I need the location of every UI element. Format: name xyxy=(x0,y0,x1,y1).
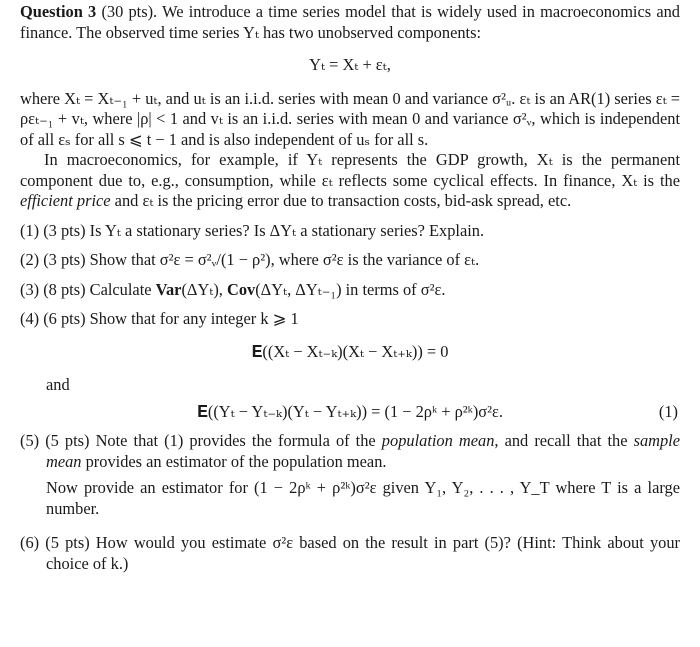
question-part-4: (4) (6 pts) Show that for any integer k ⩾ 1 xyxy=(20,309,299,328)
q3-cov: Cov xyxy=(226,279,256,299)
question-part-3 xyxy=(20,280,680,301)
question-label: Question 3 xyxy=(20,2,97,21)
q5-text-c: provides an estimator of the population mean. xyxy=(81,451,387,471)
interpretation-paragraph xyxy=(20,150,680,212)
question-part-6: (6) (5 pts) How would you estimate σ²ε based on the result in part (5)? (Hint: Think about your choice of k.) xyxy=(20,533,680,573)
efficient-price-term: efficient price xyxy=(20,191,111,210)
population-mean-term: population mean xyxy=(381,431,495,450)
q3-text-c: (ΔYₜ, ΔYₜ₋₁) in terms of σ²ε. xyxy=(255,279,446,299)
q5-estimator-text: Now provide an estimator for (1 − 2ρᵏ + ρ²ᵏ)σ²ε given Y₁, Y₂, . . . , Y_T where T is a large number. xyxy=(46,478,680,518)
expectation-y-equation: 𝐄((Yₜ − Yₜ₋ₖ)(Yₜ − Yₜ₊ₖ)) = (1 − 2ρᵏ + ρ²ᵏ)σ²ε. xyxy=(196,401,504,421)
q5-text-b: , and recall that the xyxy=(494,431,634,450)
question-part-2: (2) (3 pts) Show that σ²ε = σ²ᵥ/(1 − ρ²), where σ²ε is the variance of εₜ. xyxy=(20,250,480,269)
interpretation-text-a: In macroeconomics, for example, if Yₜ represents the GDP growth, Xₜ is the permanent component due to, e.g., consumption, while εₜ reflects some cyclical effects. In finance, Xₜ is the xyxy=(20,150,680,190)
q5-text-a: (5) (5 pts) Note that (1) provides the formula of the xyxy=(20,431,382,450)
question-part-1: (1) (3 pts) Is Yₜ a stationary series? Is ΔYₜ a stationary series? Explain. xyxy=(20,220,485,240)
q3-var: Var xyxy=(155,279,182,299)
equation-number: (1) xyxy=(658,401,678,421)
expectation-x-equation: 𝐄((Xₜ − Xₜ₋ₖ)(Xₜ − Xₜ₊ₖ)) = 0 xyxy=(251,341,449,361)
model-description: where Xₜ = Xₜ₋₁ + uₜ, and uₜ is an i.i.d. series with mean 0 and variance σ²ᵤ. εₜ is an AR(1) series εₜ = ρεₜ₋₁ + vₜ, where |ρ| < 1 and vₜ is an i.i.d. series with mean 0 and variance σ²ᵥ, which is independent of all εₛ for all s ⩽ t − 1 and is also independent of uₛ for all s. xyxy=(20,88,680,149)
interpretation-text-b: and εₜ is the pricing error due to transaction costs, bid-ask spread, etc. xyxy=(110,191,572,210)
expectation-y-equation-row xyxy=(20,402,680,423)
question-intro xyxy=(20,2,680,43)
question-points: (30 pts). xyxy=(101,2,158,21)
question-part-5 xyxy=(20,431,680,519)
q3-text-b: (ΔYₜ), xyxy=(181,279,227,299)
and-label: and xyxy=(46,375,70,394)
observation-equation: Yₜ = Xₜ + εₜ, xyxy=(309,55,391,74)
sample-mean-term: sample mean xyxy=(46,431,680,471)
q3-text-a: (3) (8 pts) Calculate xyxy=(20,279,156,299)
intro-text: We introduce a time series model that is widely used in macroeconomics and finance. The observed time series Yₜ has two unobserved components: xyxy=(20,2,680,42)
